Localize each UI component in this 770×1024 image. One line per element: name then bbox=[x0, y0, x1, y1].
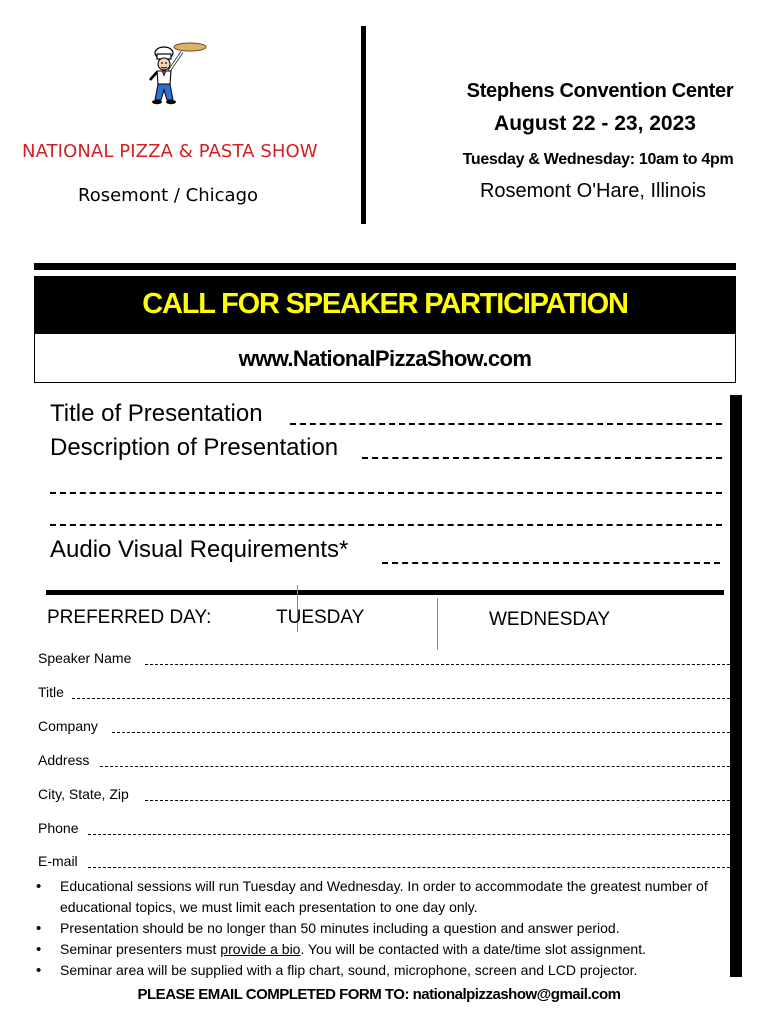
company-field[interactable] bbox=[112, 732, 730, 733]
presentation-description-field[interactable] bbox=[362, 457, 722, 459]
email-label: E-mail bbox=[38, 853, 78, 869]
show-name: NATIONAL PIZZA & PASTA SHOW bbox=[22, 141, 318, 162]
note-text: Presentation should be no longer than 50 minutes including a question and answer period. bbox=[60, 920, 620, 936]
presentation-description-label: Description of Presentation bbox=[50, 434, 339, 461]
website-link[interactable]: www.NationalPizzaShow.com bbox=[238, 346, 532, 371]
phone-field[interactable] bbox=[88, 834, 730, 835]
speaker-name-field[interactable] bbox=[145, 664, 730, 665]
note-text: Seminar presenters must bbox=[60, 941, 221, 957]
note-text: . You will be contacted with a date/time slot assignment. bbox=[300, 941, 646, 957]
day-option-tuesday[interactable]: TUESDAY bbox=[276, 607, 365, 628]
notes-list bbox=[36, 876, 716, 981]
company-label: Company bbox=[38, 718, 98, 734]
description-line-3[interactable] bbox=[50, 524, 722, 526]
preferred-day-label: PREFERRED DAY: bbox=[47, 607, 212, 628]
speaker-title-label: Title bbox=[38, 684, 64, 700]
section-rule bbox=[46, 590, 724, 595]
event-city: Rosemont O'Hare, Illinois bbox=[479, 180, 707, 202]
note-item bbox=[36, 939, 716, 960]
city-state-zip-field[interactable] bbox=[145, 800, 730, 801]
av-requirements-field[interactable] bbox=[382, 562, 720, 564]
presentation-title-field[interactable] bbox=[290, 423, 722, 425]
note-text: Educational sessions will run Tuesday and Wednesday. In order to accommodate the greatest number of educational topics, we must limit each presentation to one day only. bbox=[60, 878, 708, 915]
header-divider bbox=[361, 26, 366, 224]
note-item bbox=[36, 918, 716, 939]
pizza-chef-icon bbox=[140, 38, 210, 108]
day-option-wednesday[interactable]: WEDNESDAY bbox=[489, 609, 611, 630]
event-dates: August 22 - 23, 2023 bbox=[494, 112, 696, 135]
note-text: Seminar area will be supplied with a flip chart, sound, microphone, screen and LCD projector. bbox=[60, 962, 638, 978]
footer-instruction: PLEASE EMAIL COMPLETED FORM TO: nationalpizzashow@gmail.com bbox=[137, 986, 621, 1003]
banner-title: CALL FOR SPEAKER PARTICIPATION bbox=[142, 288, 628, 320]
address-label: Address bbox=[38, 752, 90, 768]
phone-label: Phone bbox=[38, 820, 79, 836]
city-state-zip-label: City, State, Zip bbox=[38, 786, 129, 802]
note-item bbox=[36, 960, 716, 981]
event-hours: Tuesday & Wednesday: 10am to 4pm bbox=[462, 151, 734, 168]
bio-link[interactable]: provide a bio bbox=[220, 941, 301, 957]
side-bar bbox=[730, 395, 742, 977]
presentation-title-label: Title of Presentation bbox=[50, 400, 263, 427]
speaker-title-field[interactable] bbox=[72, 698, 730, 699]
email-field[interactable] bbox=[88, 867, 730, 868]
speaker-name-label: Speaker Name bbox=[38, 650, 132, 666]
day-divider bbox=[437, 598, 438, 650]
show-location: Rosemont / Chicago bbox=[78, 185, 259, 206]
address-field[interactable] bbox=[100, 766, 730, 767]
av-requirements-label: Audio Visual Requirements* bbox=[50, 536, 349, 563]
description-line-2[interactable] bbox=[50, 492, 722, 494]
note-item bbox=[36, 876, 716, 918]
venue-name: Stephens Convention Center bbox=[466, 80, 734, 102]
top-rule bbox=[34, 263, 736, 270]
